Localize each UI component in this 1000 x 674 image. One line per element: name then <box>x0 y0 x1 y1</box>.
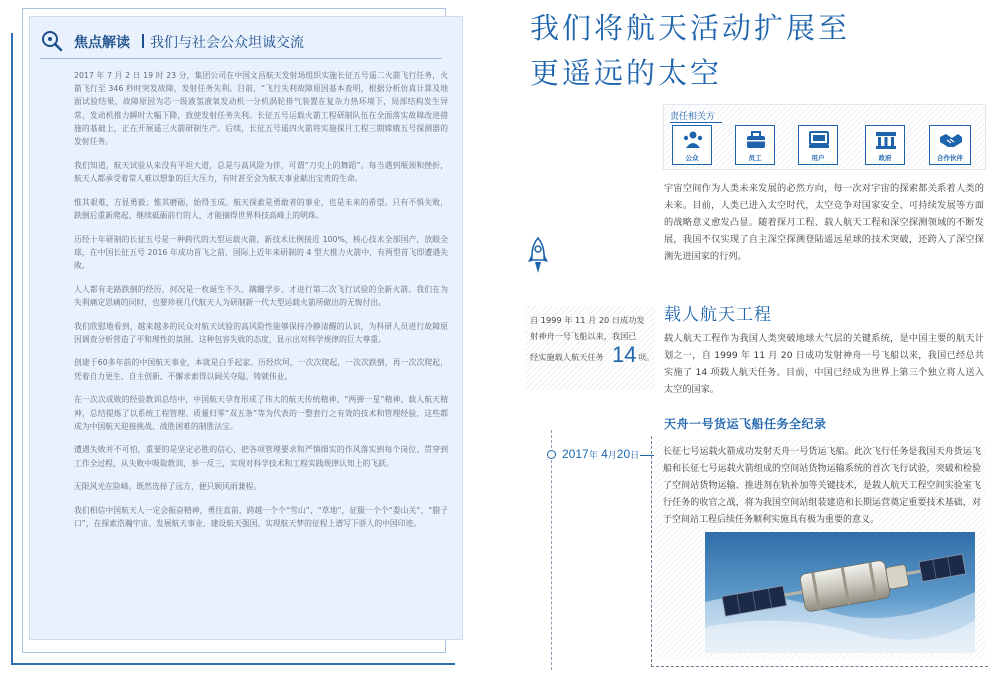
callout-line-3-end: 项。 <box>638 352 655 362</box>
paragraph: 我们相信中国航天人一定会振奋精神，勇往直前，跨越一个个“雪山”、“草地”，征服一个个“娄山关”、“腊子口”，在探索浩瀚宇宙、发展航天事业、建设航天强国、实现航天梦的征程上谱写下骄人的中国印迹。 <box>74 506 448 529</box>
computer-icon <box>807 129 831 151</box>
paragraph: 遭遇失败并不可怕，重要的是坚定必胜的信心，把各项管理要求和严慎细实的作风落实到每个岗位、贯穿到工作全过程，从失败中吸取教训，举一反三，实现对科学技术和工程实践规律认知上的飞跃。 <box>74 445 448 468</box>
paragraph: 惟其艰难，方显勇毅；惟其磨砺，始得玉成。航天探索是勇敢者的事业，也是未来的希望。只有不惧失败，跌倒后重新爬起、继续砥砺前行的人，才能摘得世界科技高峰上的明珠。 <box>74 197 448 220</box>
stakeholder-partner <box>929 125 971 165</box>
intro-paragraph: 宇宙空间作为人类未来发展的必然方向，每一次对宇宙的探索都关系着人类的未来。目前，人类已进入太空时代，太空竞争对国家安全、可持续发展等方面的战略意义愈发凸显。随着探月工程、载人航天工程和深空探测领域的不断发展，我国不仅实现了自主深空探测登陆遥远星球的技术突破，还跨入了深空探测先进国家的行列。 <box>664 183 984 262</box>
manned-mission-callout <box>525 306 655 390</box>
responsibility-label: 责任相关方 <box>670 112 716 122</box>
paragraph: 历经十年研制的长征五号是一种跨代的大型运载火箭，新技术比例接近 100%，核心技术全部国产，放眼全球，在中国长征五号 2016 年成功首飞之前，国际上近年来研制的 4 型大推力火箭中，有两型首飞即遭遇失败。 <box>74 234 448 270</box>
focus-title: 焦点解读 <box>74 35 130 51</box>
search-icon <box>40 29 64 57</box>
headline-line-2: 更遥远的太空 <box>530 56 723 90</box>
section-title: 载人航天工程 <box>664 305 772 325</box>
paragraph: 2017 年 7 月 2 日 19 时 23 分，集团公司在中国文昌航天发射场组织实施长征五号遥二火箭飞行任务，火箭飞行至 346 秒时突发故障，发射任务失利。目前，“飞行失利故障原因基本查明，根据分析仿真计算及地面试验结果，故障原因为芯一级液氢液氧发动机一分机涡轮排气装置在复杂力热环境下，局部结构发生异常，发动机推力瞬时大幅下降，致使发射任务失利。长征五号运载火箭工程研制队伍在全面落实故障改进措施的基础上，正在开展遥三火箭研制生产。后续，长征五号遥四火箭将实施探月工程三期嫦娥五号探测器的发射任务。 <box>74 71 448 147</box>
briefcase-icon <box>744 129 768 151</box>
paragraph: 在一次次成败的经验教训总结中，中国航天孕育形成了伟大的航天传统精神、“两弹一星”精神、载人航天精神，总结提炼了以系统工程管理、质量归零“双五条”等为代表的一整套行之有效的技术和管理经验，这些都成为中国航天迎接挑战、战胜困难的制胜法宝。 <box>74 395 448 431</box>
focus-subtitle: 我们与社会公众坦诚交流 <box>150 35 304 51</box>
page-headline <box>530 6 850 96</box>
focus-body <box>74 69 448 541</box>
spacecraft-photo <box>705 532 975 653</box>
callout-line-3: 经实施载人航天任务 <box>530 352 604 362</box>
stakeholder-label: 合作伙伴 <box>937 154 963 162</box>
government-building-icon <box>874 129 898 151</box>
date-year-unit: 年 <box>588 450 598 460</box>
stakeholder-label: 公众 <box>685 154 699 162</box>
paragraph: 人人都有走路跌倒的经历，何况是一枚诞生不久、蹒跚学步、才进行第二次飞行试验的全新火箭。我们在为失利痛定思痛的同时，也要珍视几代航天人为研制新一代大型运载火箭所做出的无悔付出。 <box>74 284 448 307</box>
headline-line-1: 我们将航天活动扩展至 <box>530 11 851 45</box>
stakeholder-public <box>672 125 712 165</box>
paragraph: 无限风光在险峰。既然选择了远方，便只顾风雨兼程。 <box>74 482 262 492</box>
paragraph: 我们欣慰地看到，越来越多的民众对航天试验的高风险性能够保持冷静清醒的认识，为科研人员进行故障原因调查分析营造了平和理性的氛围。这种包容失败的态度，显示出对科学规律的巨大尊重。 <box>74 321 448 344</box>
stakeholder-government <box>865 125 905 165</box>
rocket-icon <box>525 236 551 280</box>
section-paragraph: 载人航天工程作为我国人类突破地球大气层的关键系统，是中国主要的航天计划之一，自 1999 年 11 月 20 日成功发射神舟一号飞船以来，我国已经总共实施了 14 项载人航天任务。目前，中国已经成为世界上第三个独立将人送入太空的国家。 <box>664 333 984 395</box>
date-day-unit: 日 <box>630 450 640 460</box>
label-underline <box>670 122 722 123</box>
mission-count: 14 <box>612 342 637 367</box>
people-icon <box>681 129 705 151</box>
story-paragraph: 长征七号运载火箭成功发射天舟一号货运飞船。此次飞行任务是我国天舟货运飞船和长征七号运载火箭组成的空间站货物运输系统的首次飞行试验，突破和检验了空间站货物运输、推进剂在轨补加等关键技术，是载人航天工程空间实验室飞行任务的收官之战，将为我国空间站组装建造和长期运营奠定重要技术基础，对于空间站工程后续任务顺利实施具有极为重要的意义。 <box>663 447 981 525</box>
header-rule <box>40 58 442 59</box>
handshake-icon <box>938 129 964 151</box>
focus-panel-header <box>30 17 462 65</box>
callout-line-1: 自 1999 年 11 月 20 日成功发 <box>530 315 645 325</box>
title-divider <box>142 34 144 48</box>
timeline-line <box>551 430 552 670</box>
date-month-unit: 月 <box>607 450 617 460</box>
paragraph: 我们知道，航天试验从来没有平坦大道，总是与高风险为伴，可谓“刀尖上的舞蹈”。每当遇到瓶颈和挫折，航天人都承受着常人难以想象的巨大压力，有时甚至会为航天事业献出宝贵的生命。 <box>74 160 448 183</box>
focus-panel <box>29 16 463 640</box>
date-year: 2017 <box>562 447 589 461</box>
timeline-dot <box>547 450 556 459</box>
stakeholder-user <box>798 125 838 165</box>
callout-line-2: 射神舟一号飞船以来，我国已 <box>530 331 637 341</box>
date-day: 20 <box>616 447 631 461</box>
stakeholder-label: 政府 <box>878 154 892 162</box>
timeline-date <box>562 447 639 461</box>
stakeholder-employee <box>735 125 775 165</box>
responsibility-box <box>663 104 986 170</box>
paragraph: 创建于60多年前的中国航天事业，本就是白手起家、历经坎坷，一次次爬起，一次次跌倒，再一次次爬起，凭着自力更生、自主创新、不懈求索得以阔关夺隘、铸就伟业。 <box>74 358 448 381</box>
stakeholder-label: 用户 <box>811 154 825 162</box>
date-month: 4 <box>601 447 608 461</box>
stakeholder-label: 员工 <box>748 154 762 162</box>
subsection-title: 天舟一号货运飞船任务全纪录 <box>664 417 827 431</box>
